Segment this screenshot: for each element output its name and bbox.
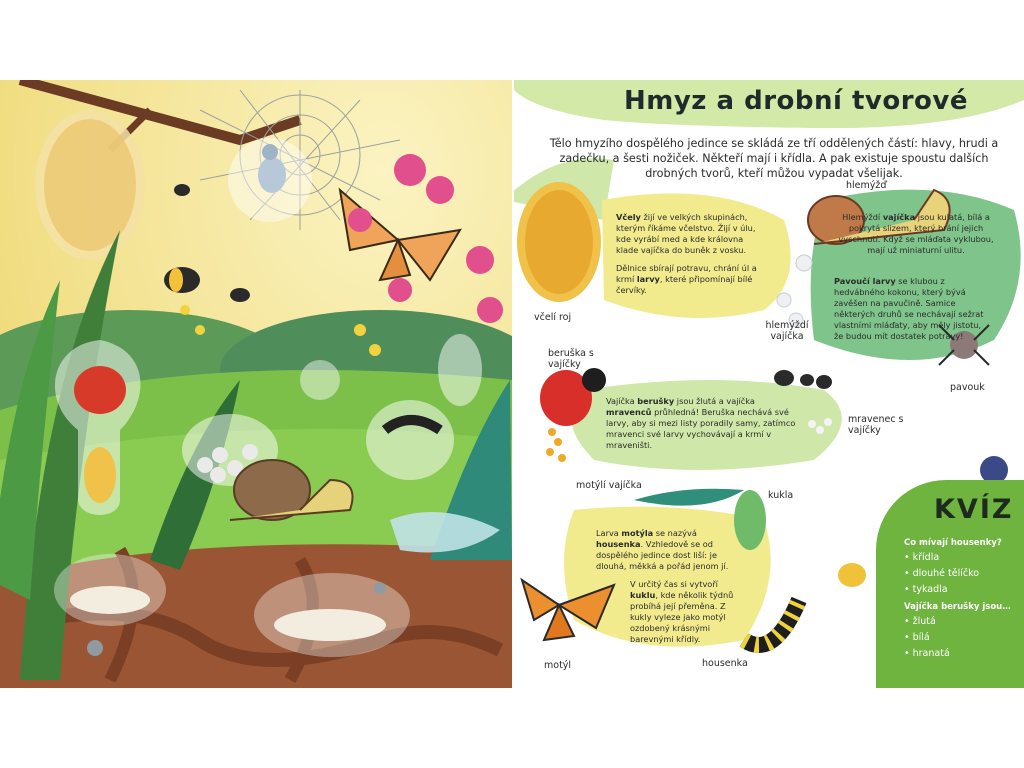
butterfly-paragraph-1a: Larva xyxy=(596,528,622,538)
quiz-panel xyxy=(876,480,1024,688)
ladybug-paragraph-c: jsou žlutá a vajíčka xyxy=(674,396,755,406)
butterfly-paragraph-2a: V určitý čas si vytvoří xyxy=(630,579,718,589)
ladybug-text xyxy=(606,396,802,458)
quiz-question-2: Vajíčka berušky jsou… xyxy=(904,602,1011,612)
spider-text xyxy=(834,276,984,349)
illustration-page xyxy=(0,80,512,688)
butterfly-label: motýl xyxy=(544,660,572,671)
quiz-option: • žlutá xyxy=(904,614,950,630)
snail-label: hlemýžď xyxy=(846,180,887,191)
snail-eggs-label: hlemýždí vajíčka xyxy=(765,320,809,342)
ants-term: mravenců xyxy=(606,407,652,417)
spider-paragraph: se klubou z hedvábného kokonu, který bývá zavěšen na pavučině. Samice některých druhů se nechávají sežrat vlastními mláďaty, aby měly jistotu, že budou mít dostatek potravy! xyxy=(834,276,984,341)
snail-paragraph-a: Hlemýždí xyxy=(842,212,883,222)
bees-term: Včely xyxy=(616,212,641,222)
quiz-option: • dlouhé tělíčko xyxy=(904,566,979,582)
garden-illustration xyxy=(0,80,512,688)
eggs-term: vajíčka xyxy=(882,212,916,222)
caterpillar-term: housenka xyxy=(596,539,641,549)
page-title: Hmyz a drobní tvorové xyxy=(624,86,968,116)
snail-text xyxy=(832,212,1000,263)
quiz-options-1 xyxy=(904,550,979,598)
butterfly-paragraph-2c: , kde několik týdnů probíhá její přeměna. Z kukly vyleze jako motýl ozdobený krásnými barevnými křídly. xyxy=(630,590,734,644)
ladybug-paragraph-a: Vajíčka xyxy=(606,396,638,406)
spider-label: pavouk xyxy=(950,382,985,393)
intro-text: Tělo hmyzího dospělého jedince se skládá ze tří oddělených částí: hlavy, hrudi a zadečku, a šesti nožiček. Někteří mají i křídla. A pak existuje spoustu dalších drobných tvorů, kteří můžou vypadat všelijak. xyxy=(549,137,999,180)
quiz-option: • křídla xyxy=(904,550,979,566)
ladybug-label: beruška s vajíčky xyxy=(548,348,594,370)
spider-larvae-term: Pavoučí larvy xyxy=(834,276,896,286)
quiz-options-2 xyxy=(904,614,950,662)
quiz-option: • bílá xyxy=(904,630,950,646)
quiz-question-1: Co mívají housenky? xyxy=(904,538,1002,548)
pupa-label: kukla xyxy=(768,490,794,501)
ant-label: mravenec s vajíčky xyxy=(848,414,904,436)
larvae-term: larvy xyxy=(636,274,660,284)
caterpillar-label: housenka xyxy=(702,658,748,669)
text-page xyxy=(514,80,1024,688)
quiz-option: • hranatá xyxy=(904,646,950,662)
ladybug-term: berušky xyxy=(637,396,675,406)
quiz-title: KVÍZ xyxy=(934,494,1014,525)
bees-paragraph-2a: Dělnice sbírají potravu, chrání úl a krmí xyxy=(616,263,757,284)
ladybug-paragraph-e: průhledná! Beruška nechává své larvy, aby si mezi listy poradily samy, zatímco mravenci své larvy vychovávají a krmí v mraveništi. xyxy=(606,407,796,450)
butterfly-text xyxy=(596,528,738,652)
bees-text xyxy=(616,212,766,303)
butterfly-eggs-label: motýlí vajíčka xyxy=(576,480,642,491)
quiz-option: • tykadla xyxy=(904,582,979,598)
snail-paragraph-c: jsou kulatá, bílá a pokrytá slizem, který brání jejich vyschnutí. Když se mláďata vyklubou, mají už miniaturní ulitu. xyxy=(838,212,994,255)
butterfly-paragraph-1c: se nazývá xyxy=(653,528,697,538)
book-spread xyxy=(0,80,1024,688)
butterfly-paragraph-1e: . Vzhledově se od dospělého jedince dost liší: je dlouhá, měkká a pořád jenom jí. xyxy=(596,539,729,571)
pupa-term: kuklu xyxy=(630,590,656,600)
bees-paragraph-2c: , které připomínají bílé červíky. xyxy=(616,274,753,295)
bee-swarm-label: včelí roj xyxy=(534,312,572,323)
bees-paragraph-1: žijí ve velkých skupinách, kterým říkáme včelstvo. Žijí v úlu, kde vyrábí med a kde královna klade vajíčka do buněk z vosku. xyxy=(616,212,756,255)
butterfly-term: motýla xyxy=(621,528,654,538)
